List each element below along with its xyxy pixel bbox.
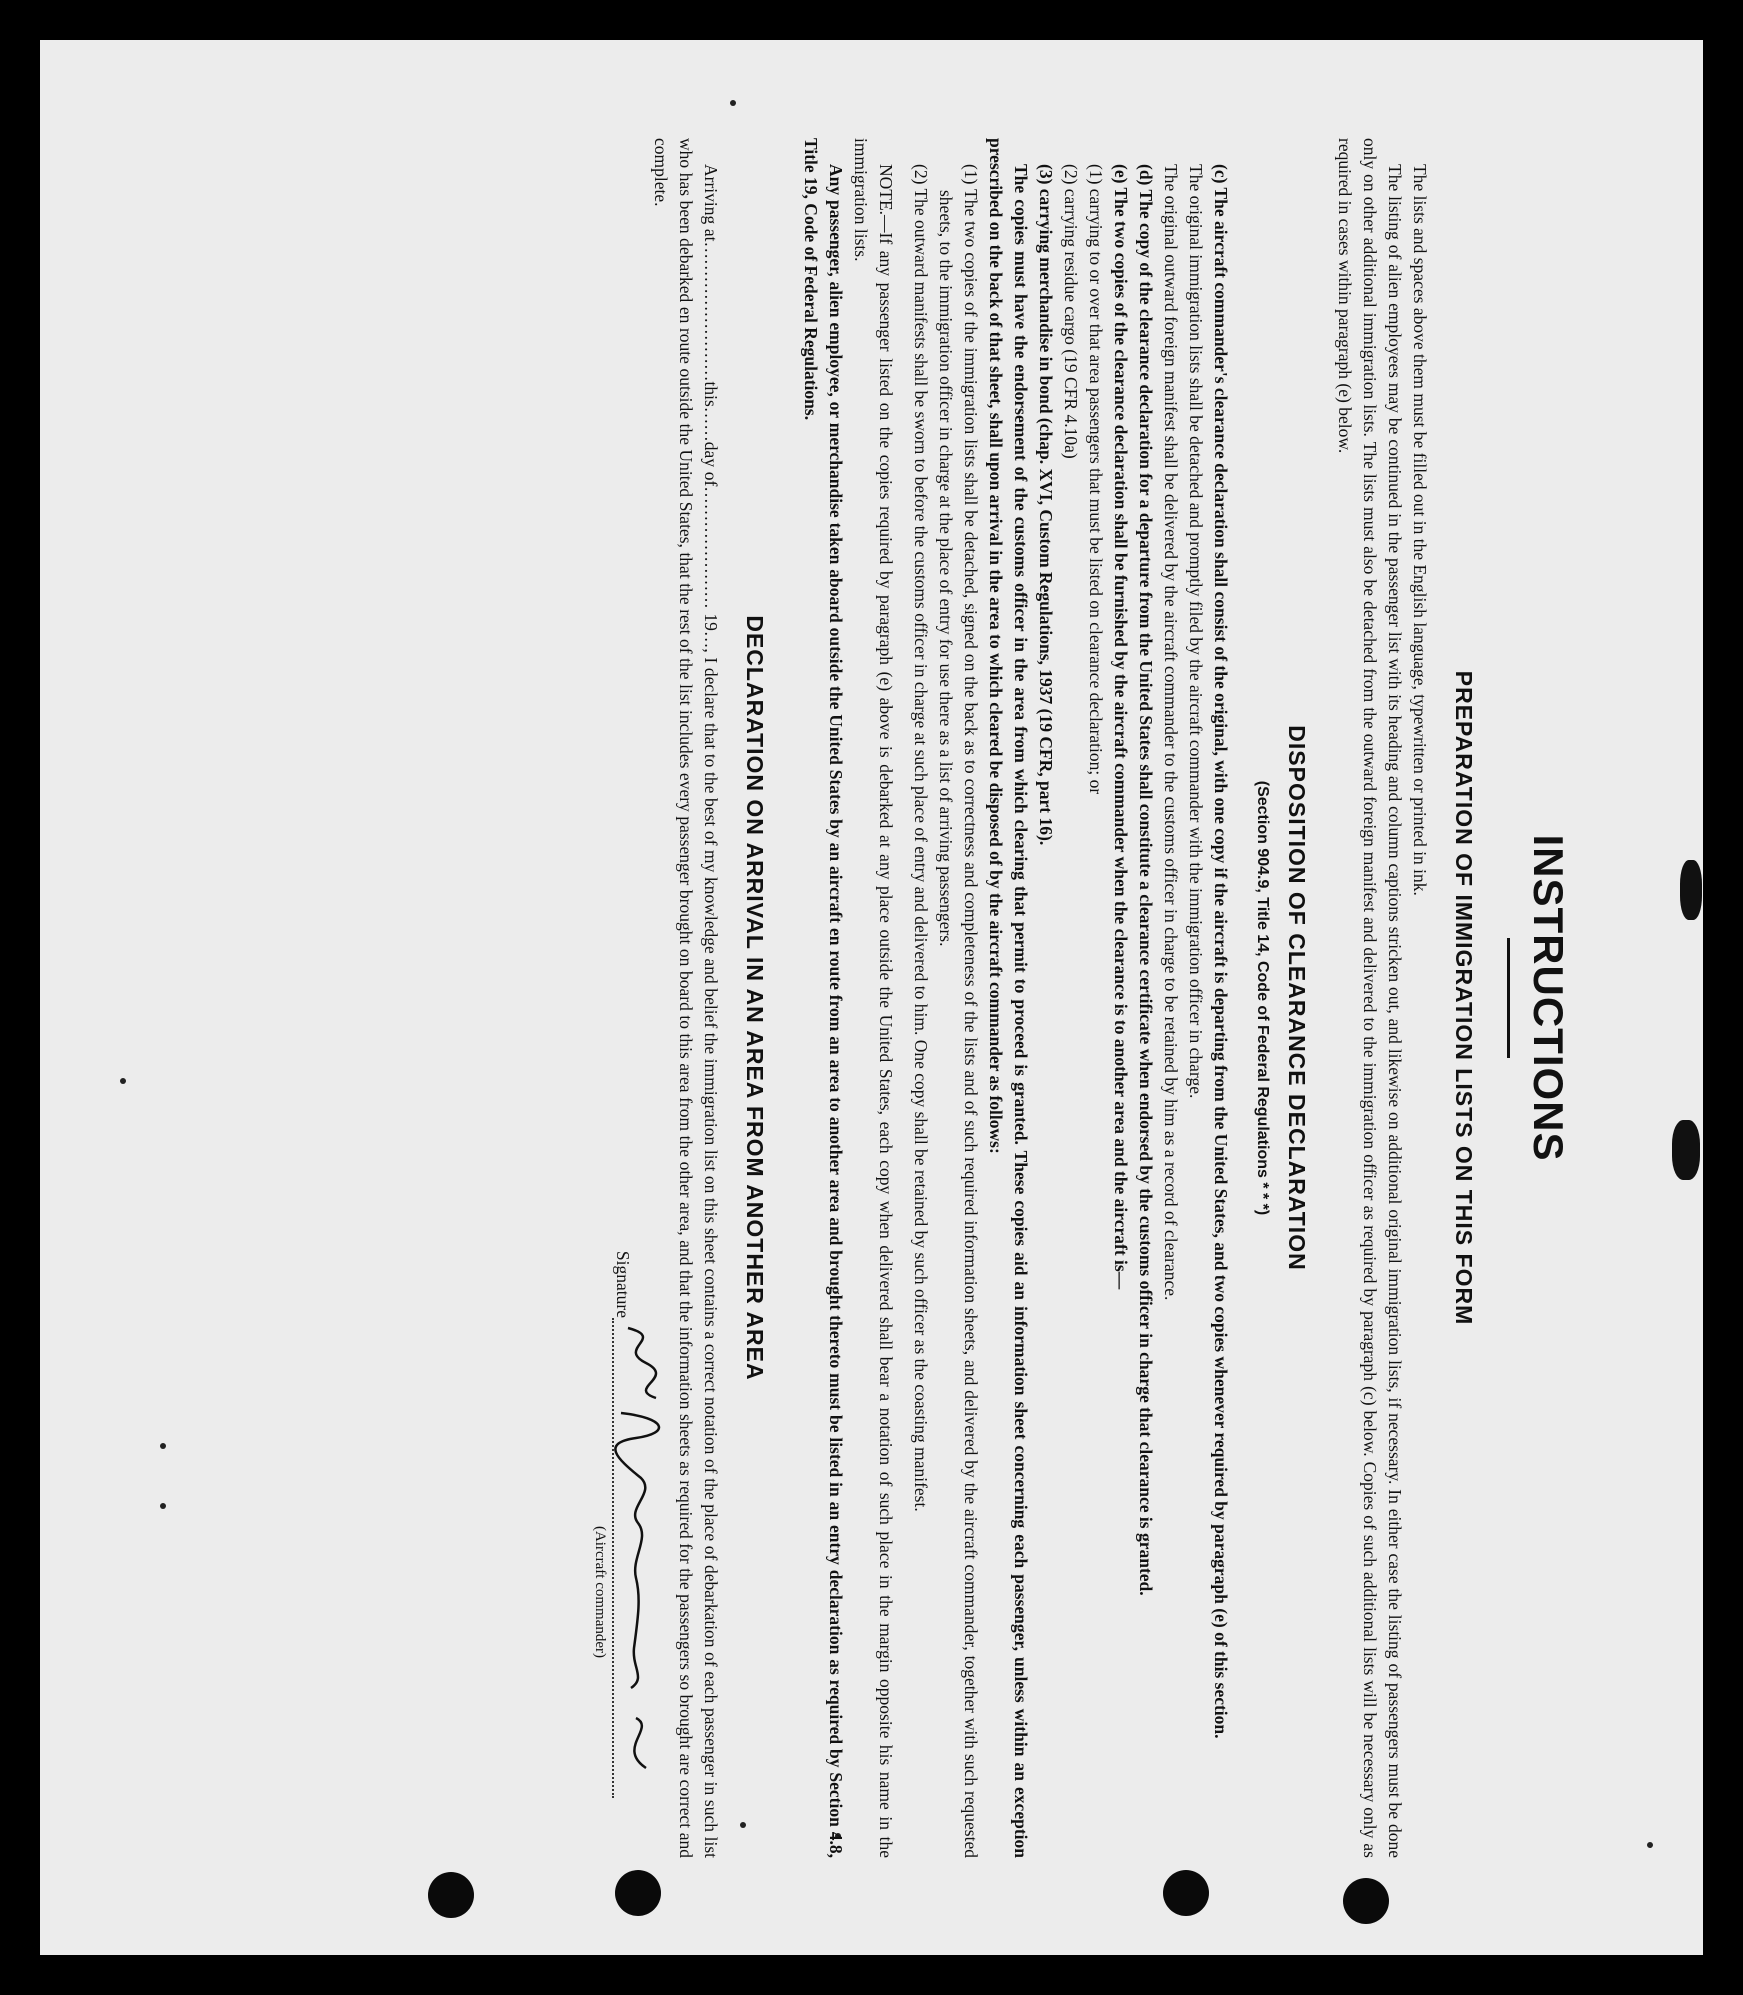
paragraph-e-2: (2) carrying residue cargo (19 CFR 4.10a) [1060, 163, 1081, 459]
signature-label: Signature [612, 1250, 633, 1318]
title-rule [1507, 938, 1510, 1058]
declaration-heading: DECLARATION ON ARRIVAL IN AN AREA FROM ANOTHER AREA [741, 614, 768, 1381]
document-page [40, 40, 1703, 1955]
paragraph-d: (d) The copy of the clearance declaration for a departure from the United States shall constitute a clearance certificate when endorsed by the customs officer in charge that clearance is granted. [1135, 163, 1156, 1596]
paragraph-e-4: The copies must have the endorsement of the customs officer in the area from which clearing that permit to proceed is granted. These copies aid an information sheet concerning each passenger, unless within an exception prescribed on the back of that sheet, shall upon arrival in the area to which cleared be disposed of by the aircraft commander as follows: [985, 137, 1031, 1858]
declaration-text: Arriving at……………………this……day of………………… 19…, I declare that to the best of my knowledge and belief the immigration list on this sheet contains a correct notation of the place of debarkation of each passenger in such list who has been debarked en route outside the United States, that the rest of the list includes every passenger brought on board to this area from the other area, and that the information sheets as required for the passengers so brought are correct and complete. [650, 137, 721, 1858]
preparation-paragraph-1: The lists and spaces above them must be filled out in the English language, typewritten or printed in ink. [1409, 163, 1430, 896]
document-title: INSTRUCTIONS [1524, 834, 1572, 1161]
rotated-content [132, 68, 1612, 1928]
note-paragraph: NOTE.—If any passenger listed on the copies required by paragraph (e) above is debarked at any place outside the United States, each copy when delivered shall bear a notation of such place in the margin opposite his name in the immigration lists. [850, 137, 896, 1858]
paragraph-e-3: (3) carrying merchandise in bond (chap. XVI, Custom Regulations, 1937 (19 CFR, part 16). [1035, 163, 1056, 845]
speck [1647, 1842, 1653, 1848]
paragraph-f-1: (1) The two copies of the immigration lists shall be detached, signed on the back as to correctness and completeness of the lists and of such required information sheets, and delivered by the aircraft commander, together with such requested sheets, to the immigration officer in charge at the place of entry for use there as a list of arriving passengers. [935, 163, 981, 1858]
signature-row [612, 138, 634, 1858]
speck [120, 1078, 126, 1084]
paragraph-c-3: The original outward foreign manifest shall be delivered by the aircraft commander to the customs officer in charge to be retained by him as a record of clearance. [1160, 163, 1181, 1300]
edge-mark-1 [1680, 860, 1702, 920]
signature-line[interactable] [612, 1318, 634, 1798]
note-paragraph-2: Any passenger, alien employee, or merchandise taken aboard outside the United States by an aircraft en route from an area to another area and brought thereto must be listed in an entry declaration as required by Section 4.8, Title 19, Code of Federal Regulations. [800, 137, 846, 1858]
disposition-subheading: (Section 904.9, Title 14, Code of Federal Regulations * * *) [1253, 780, 1271, 1215]
paragraph-c: (c) The aircraft commander's clearance declaration shall consist of the original, with one copy if the aircraft is departing from the United States, and two copies whenever required by paragraph (e) of this section. [1210, 163, 1231, 1739]
preparation-paragraph-2: The listing of alien employees may be continued in the passenger list with its heading and column captions stricken out, and likewise on additional original immigration lists, if necessary. In either case the listing of passengers must be done only on other additional immigration lists. The lists must also be detached from the outward foreign manifest and delivered to the immigration officer as required by paragraph (c) below. Copies of such additional lists will be necessary only as required in cases within paragraph (e) below. [1334, 137, 1405, 1858]
paragraph-c-2: The original immigration lists shall be detached and promptly filed by the aircraft commander with the immigration officer in charge. [1185, 163, 1206, 1098]
paragraph-e-1: (1) carrying to or over that area passengers that must be listed on clearance declaration; or [1085, 163, 1106, 794]
signature-caption: (Aircraft commander) [591, 1525, 608, 1658]
paragraph-f-2: (2) The outward manifests shall be sworn to before the customs officer in charge at such place of entry and delivered to him. One copy shall be retained by such officer as the coasting manifest. [910, 163, 931, 1512]
edge-mark-2 [1672, 1120, 1700, 1180]
disposition-heading: DISPOSITION OF CLEARANCE DECLARATION [1283, 724, 1310, 1271]
preparation-heading: PREPARATION OF IMMIGRATION LISTS ON THIS FORM [1450, 670, 1477, 1325]
handwritten-signature [606, 1318, 676, 1798]
paragraph-e: (e) The two copies of the clearance declaration shall be furnished by the aircraft commander when the clearance is to another area and the aircraft is— [1110, 163, 1131, 1289]
